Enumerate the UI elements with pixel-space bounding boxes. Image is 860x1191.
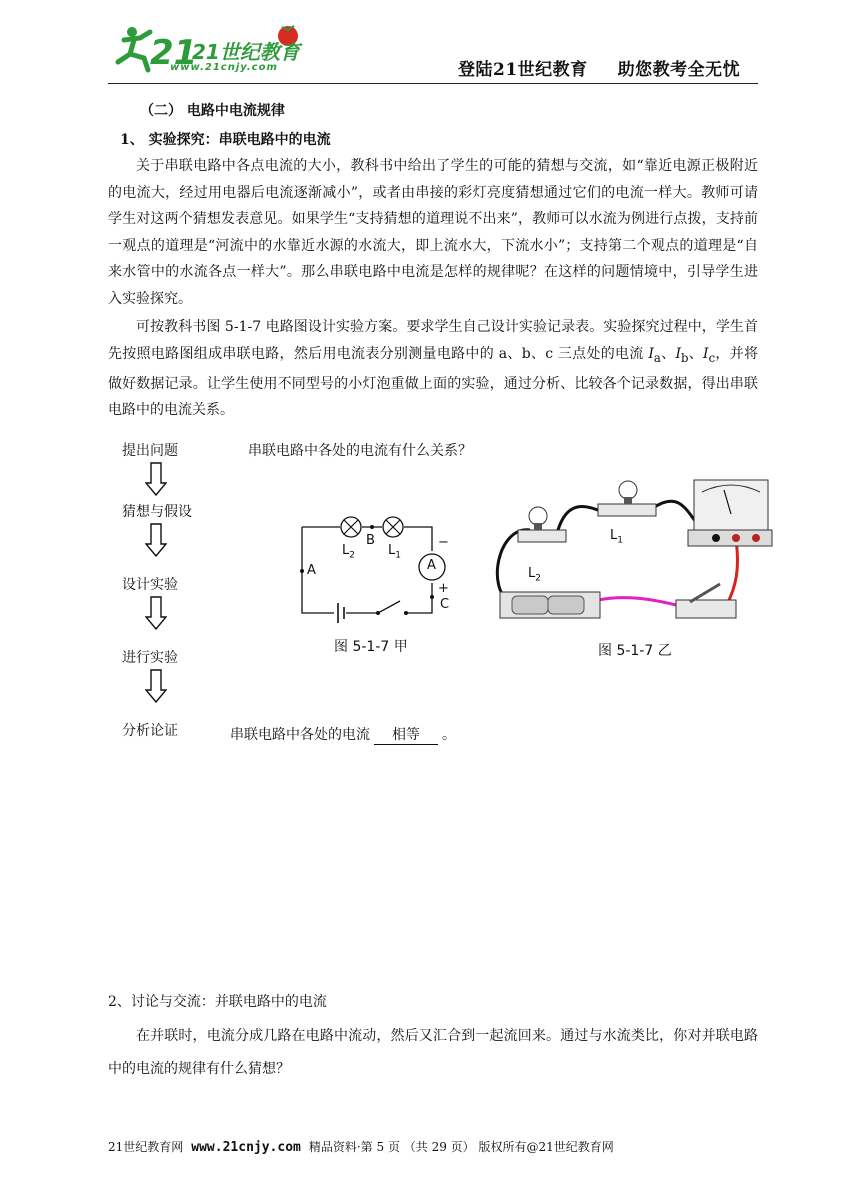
ammeter-letter: A [427, 558, 436, 573]
down-arrow-icon [145, 596, 167, 630]
header-title: 登陆21世纪教育 [458, 60, 588, 80]
conclusion-prefix: 串联电路中各处的电流 [230, 727, 370, 743]
subsection-heading-2: 2、讨论与交流：并联电路中的电流 [108, 994, 327, 1010]
photo-label-l1 [610, 528, 623, 546]
lamp-l1-symbol [383, 517, 403, 537]
header-slogan: 助您教考全无忧 [617, 60, 741, 80]
logo-url: www.21cnjy.com [170, 62, 278, 73]
photo-label-l2 [528, 566, 541, 584]
lamp-l2-symbol [341, 517, 361, 537]
separator-1: 、 [660, 345, 676, 362]
label-l1-sub: 1 [395, 550, 401, 561]
label-l1-letter: L [388, 543, 396, 558]
page-footer [108, 1138, 758, 1155]
paragraph-2-part-b: ，并将做好数据记录。让学生使用不同型号的小灯泡重做上面的实验，通过分析、比较各个记录数据，得出串联电路中的电流关系。 [108, 345, 758, 419]
flow-conclusion [230, 724, 456, 745]
current-ib: I [675, 345, 681, 362]
label-plus: + [438, 581, 449, 596]
subsection-heading-1: 1、 实验探究：串联电路中的电流 [120, 132, 331, 148]
flow-step-hypothesis: 猜想与假设 [122, 504, 192, 520]
label-l2-letter: L [342, 543, 350, 558]
label-l1 [388, 543, 401, 561]
circuit-photo-figure [488, 468, 776, 638]
circuit-diagram-figure [290, 505, 460, 625]
figure-caption-left: 图 5-1-7 甲 [334, 639, 408, 655]
paragraph-2 [108, 314, 758, 424]
flow-step-experiment: 进行实验 [122, 650, 178, 666]
paragraph-1: 关于串联电路中各点电流的大小，教科书中给出了学生的可能的猜想与交流，如“靠近电源正极附近的电流大，经过用电器后电流逐渐减小”，或者由串接的彩灯亮度猜想通过它们的电流一样大。教师可请学生对这两个猜想发表意见。如果学生“支持猜想的道理说不出来”，教师可以水流为例进行点拨，支持前一观点的道理是“河流中的水靠近水源的水流大，即上流水大，下流水小”；支持第二个观点的道理是“自来水管中的水流各点一样大”。那么串联电路中电流是怎样的规律呢？在这样的问题情境中，引导学生进入实验探究。 [108, 158, 758, 307]
paragraph-2-part-a: 可按教科书图 5-1-7 电路图设计实验方案。要求学生自己设计实验记录表。实验探究过程中，学生首先按照电路图组成串联电路，然后用电流表分别测量电路中的 a、b、c 三点处的电流 [108, 319, 758, 362]
label-l2 [342, 543, 355, 561]
header-tagline [458, 55, 740, 80]
circuit-illustration [488, 468, 776, 638]
label-minus: − [438, 535, 449, 550]
photo-label-l2-letter: L [528, 566, 536, 581]
paragraph-3: 在并联时，电流分成几路在电路中流动，然后又汇合到一起流回来。通过与水流类比，你对并联电路中的电流的规律有什么猜想？ [108, 1028, 758, 1077]
logo-text: 21世纪教育 [192, 40, 300, 64]
photo-label-l2-sub: 2 [535, 573, 541, 584]
flow-step-analysis: 分析论证 [122, 723, 178, 739]
label-a: A [307, 563, 316, 578]
footer-url: www.21cnjy.com [191, 1140, 301, 1155]
down-arrow-icon [145, 669, 167, 703]
conclusion-suffix: 。 [442, 727, 456, 743]
down-arrow-icon [145, 523, 167, 557]
figure-caption-right: 图 5-1-7 乙 [598, 643, 672, 659]
header-divider [108, 83, 758, 84]
footer-site: 21世纪教育网 [108, 1140, 184, 1154]
current-ib-sub: b [680, 350, 689, 365]
flow-step-question: 提出问题 [122, 443, 178, 459]
photo-label-l1-sub: 1 [617, 535, 623, 546]
current-ia-sub: a [653, 350, 661, 365]
svg-text:21: 21 [150, 33, 198, 73]
photo-label-l1-letter: L [610, 528, 618, 543]
label-b: B [366, 533, 375, 548]
section-heading: （二） 电路中电流规律 [140, 103, 285, 119]
site-logo [110, 18, 310, 82]
current-ic: I [703, 345, 709, 362]
flow-question-text: 串联电路中各处的电流有什么关系？ [248, 443, 472, 459]
current-ic-sub: c [708, 350, 716, 365]
conclusion-answer: 相等 [374, 724, 438, 745]
current-ia: I [648, 345, 654, 362]
separator-2: 、 [688, 345, 704, 362]
flow-step-design: 设计实验 [122, 577, 178, 593]
label-l2-sub: 2 [349, 550, 355, 561]
footer-page-info: 精品资料·第 5 页 （共 29 页） 版权所有@21世纪教育网 [308, 1140, 614, 1154]
down-arrow-icon [145, 462, 167, 496]
label-c: C [440, 597, 450, 612]
